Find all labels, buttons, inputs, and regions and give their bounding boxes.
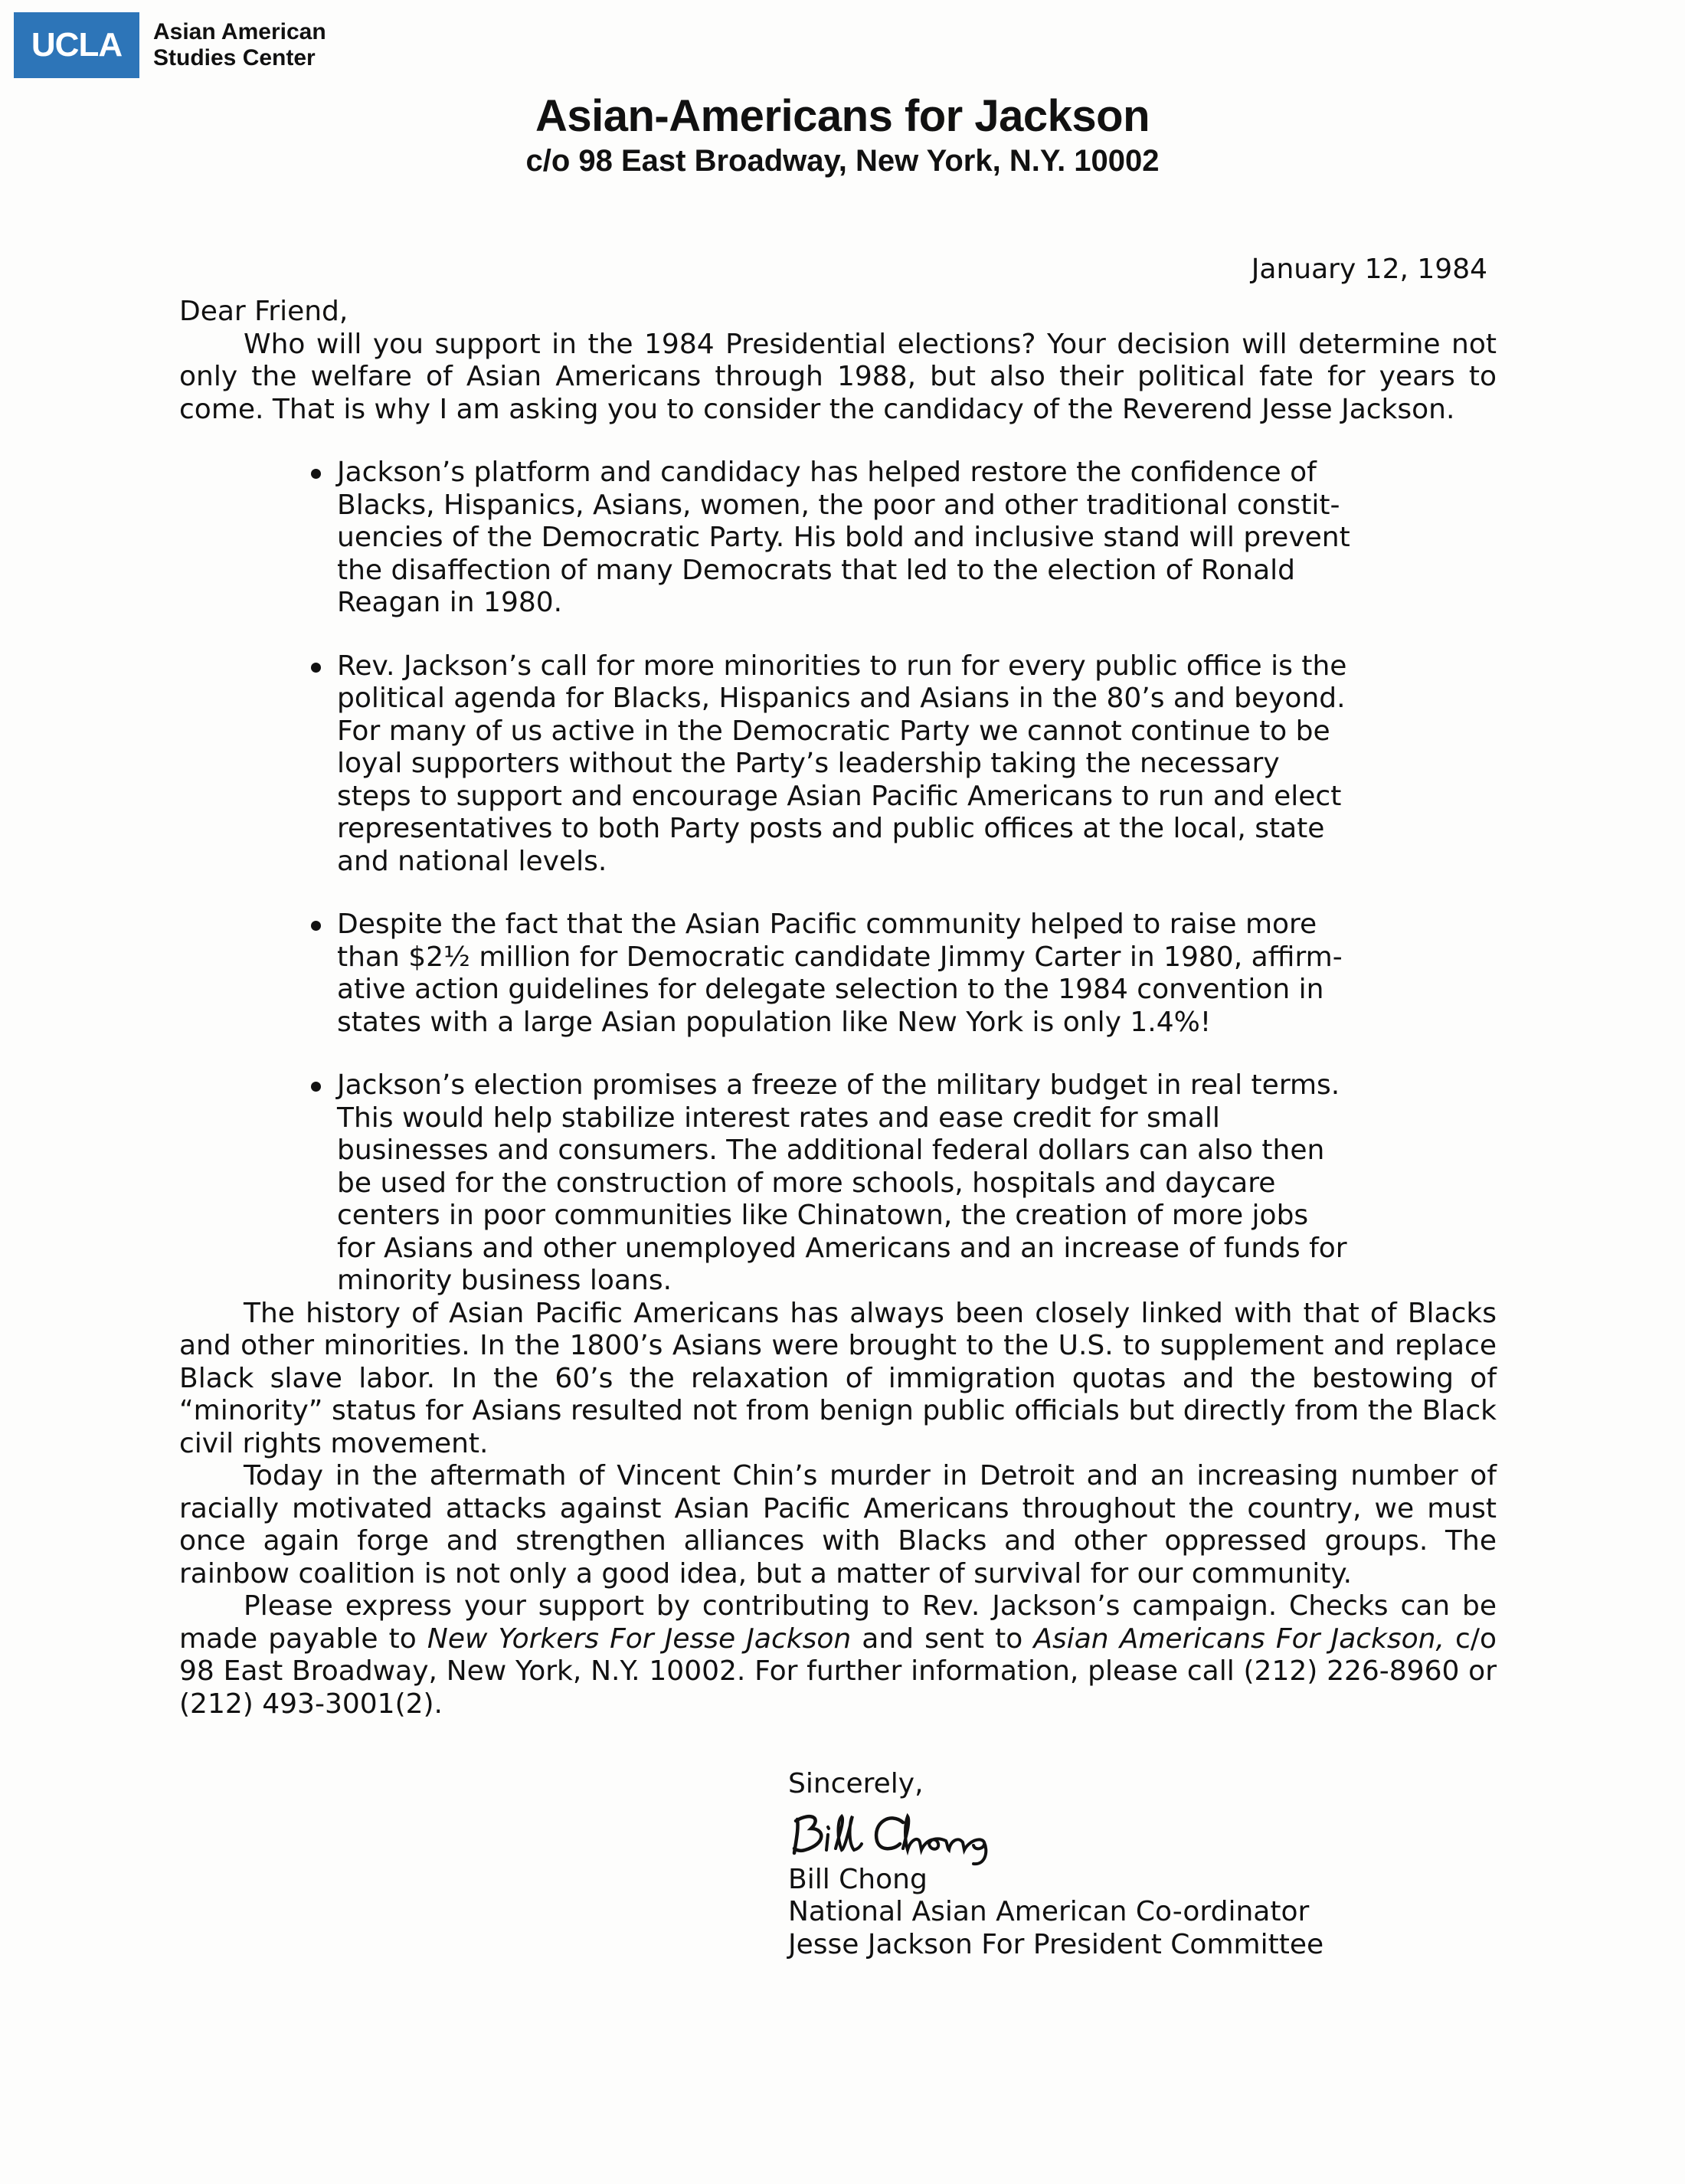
letter-date: January 12, 1984 [1251,254,1487,285]
signature-drawing [788,1806,1018,1867]
ucla-badge [14,12,326,78]
letterhead [0,90,1685,179]
closing-block [788,1768,1323,1961]
bullet-item: Despite the fact that the Asian Pacific community helped to raise more than $2½ million for Democratic candidate Jimmy Carter in 1980, affirm-ative action guidelines for delegate selection to the 1984 convention in states with a large Asian population like New York is only 1.4%! [311,909,1353,1039]
signer-title-1: National Asian American Co-ordinator [788,1896,1310,1927]
support-text-2: and sent to [851,1622,1034,1655]
center-name [153,19,326,71]
payee-name: New Yorkers For Jesse Jackson [427,1622,852,1655]
bullet-list [311,457,1353,1298]
sincerely: Sincerely, [788,1768,924,1799]
letter-body [179,296,1497,1721]
ucla-logo: UCLA [14,12,139,78]
recipient-name: Asian Americans For Jackson, [1033,1622,1445,1655]
intro-paragraph: Who will you support in the 1984 Presidential elections? Your decision will determine not only the welfare of Asian Americans through 1988, but also their political fate for years to come. That is why I am asking you to consider the candidacy of the Reverend Jesse Jackson. [179,328,1497,425]
salutation: Dear Friend, [179,296,348,327]
support-paragraph [179,1590,1497,1721]
bullet-item: Rev. Jackson’s call for more minorities to run for every public office is the political agenda for Blacks, Hispanics and Asians in the 80’s and beyond. For many of us active in the Democratic Party we cannot continue to be loyal supporters without the Party’s leadership taking the necessary steps to support and encourage Asian Pacific Americans to run and elect representatives to both Party posts and public offices at the local, state and national levels. [311,650,1353,879]
center-name-line1: Asian American [153,19,326,44]
center-name-line2: Studies Center [153,45,316,70]
bullet-item: Jackson’s platform and candidacy has helped restore the confidence of Blacks, Hispanics, Asians, women, the poor and other traditional constit-uencies of the Democratic Party. His bold and inclusive stand will prevent the disaffection of many Democrats that led to the election of Ronald Reagan in 1980. [311,457,1353,620]
handwritten-signature [788,1801,1323,1864]
signer-title-2: Jesse Jackson For President Committee [788,1928,1324,1960]
signer-name: Bill Chong [788,1863,928,1895]
organization-address: c/o 98 East Broadway, New York, N.Y. 10002 [525,144,1160,178]
bullet-item: Jackson’s election promises a freeze of the military budget in real terms. This would help stabilize interest rates and ease credit for small businesses and consumers. The additional federal dollars can also then be used for the construction of more schools, hospitals and daycare centers in poor communities like Chinatown, the creation of more jobs for Asians and other unemployed Americans and an increase of funds for minority business loans. [311,1069,1353,1298]
organization-title: Asian-Americans for Jackson [535,91,1150,141]
support-text-3: c/o 98 East Broadway, New York, N.Y. 10002. For further information, please call (212) 226-8960 or (212) 493-3001(2). [179,1622,1497,1720]
support-text-1: Please express your support by contributing to Rev. Jackson’s campaign. Checks can be made payable to [179,1590,1497,1655]
today-paragraph: Today in the aftermath of Vincent Chin’s murder in Detroit and an increasing number of racially motivated attacks against Asian Pacific Americans throughout the country, we must once again forge and strengthen alliances with Blacks and other oppressed groups. The rainbow coalition is not only a good idea, but a matter of survival for our community. [179,1460,1497,1590]
history-paragraph: The history of Asian Pacific Americans has always been closely linked with that of Blacks and other minorities. In the 1800’s Asians were brought to the U.S. to supplement and replace Black slave labor. In the 60’s the relaxation of immigration quotas and the bestowing of “minority” status for Asians resulted not from benign public officials but directly from the Black civil rights movement. [179,1297,1497,1459]
